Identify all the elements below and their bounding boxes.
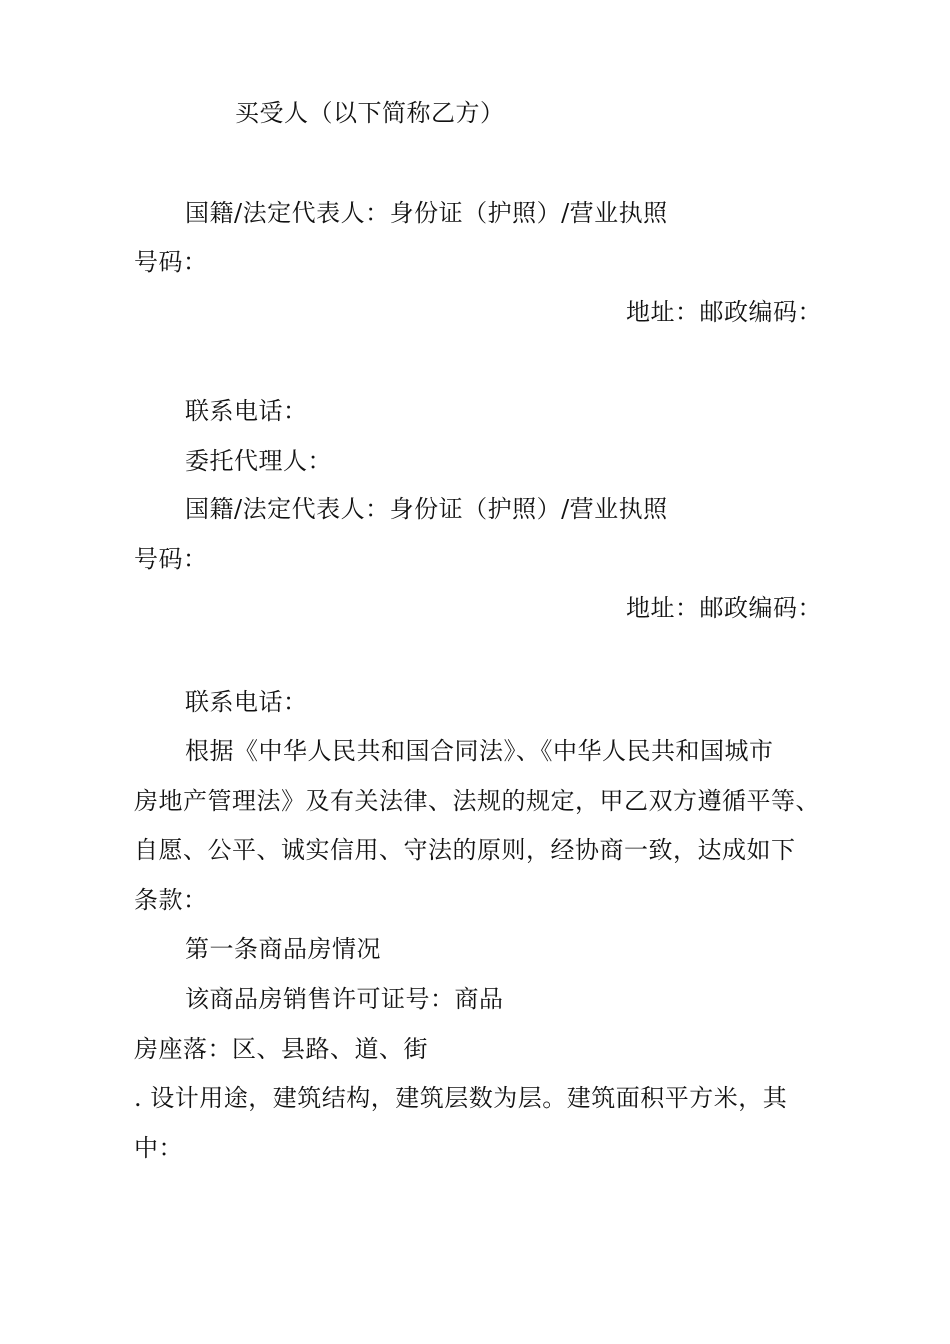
agent-phone: 联系电话： [185,688,308,716]
article-1-line: 中： [134,1134,183,1162]
article-1-line: 房座落：区、县路、道、街 [134,1035,428,1063]
agent-address-line: 地址：邮政编码： [626,594,822,622]
preamble-line: 房地产管理法》及有关法律、法规的规定，甲乙双方遵循平等、 [134,787,820,815]
agent-nationality-line: 国籍/法定代表人：身份证（护照）/营业执照 [185,495,668,523]
buyer-heading: 买受人（以下简称乙方） [235,99,505,127]
preamble-line: 条款： [134,886,208,914]
buyer-nationality-line: 国籍/法定代表人：身份证（护照）/营业执照 [185,199,668,227]
agent-number-label: 号码： [134,545,208,573]
buyer-number-label: 号码： [134,248,208,276]
preamble-line: 自愿、公平、诚实信用、守法的原则，经协商一致，达成如下 [134,836,796,864]
article-1-line: 该商品房销售许可证号：商品 [185,985,504,1013]
buyer-phone: 联系电话： [185,397,308,425]
article-1-line: . 设计用途，建筑结构，建筑层数为层。建筑面积平方米，其 [134,1084,788,1112]
article-1-title: 第一条商品房情况 [185,935,381,963]
preamble-line: 根据《中华人民共和国合同法》、《中华人民共和国城市 [185,737,774,765]
agent-label: 委托代理人： [185,447,332,475]
buyer-address-line: 地址：邮政编码： [626,298,822,326]
